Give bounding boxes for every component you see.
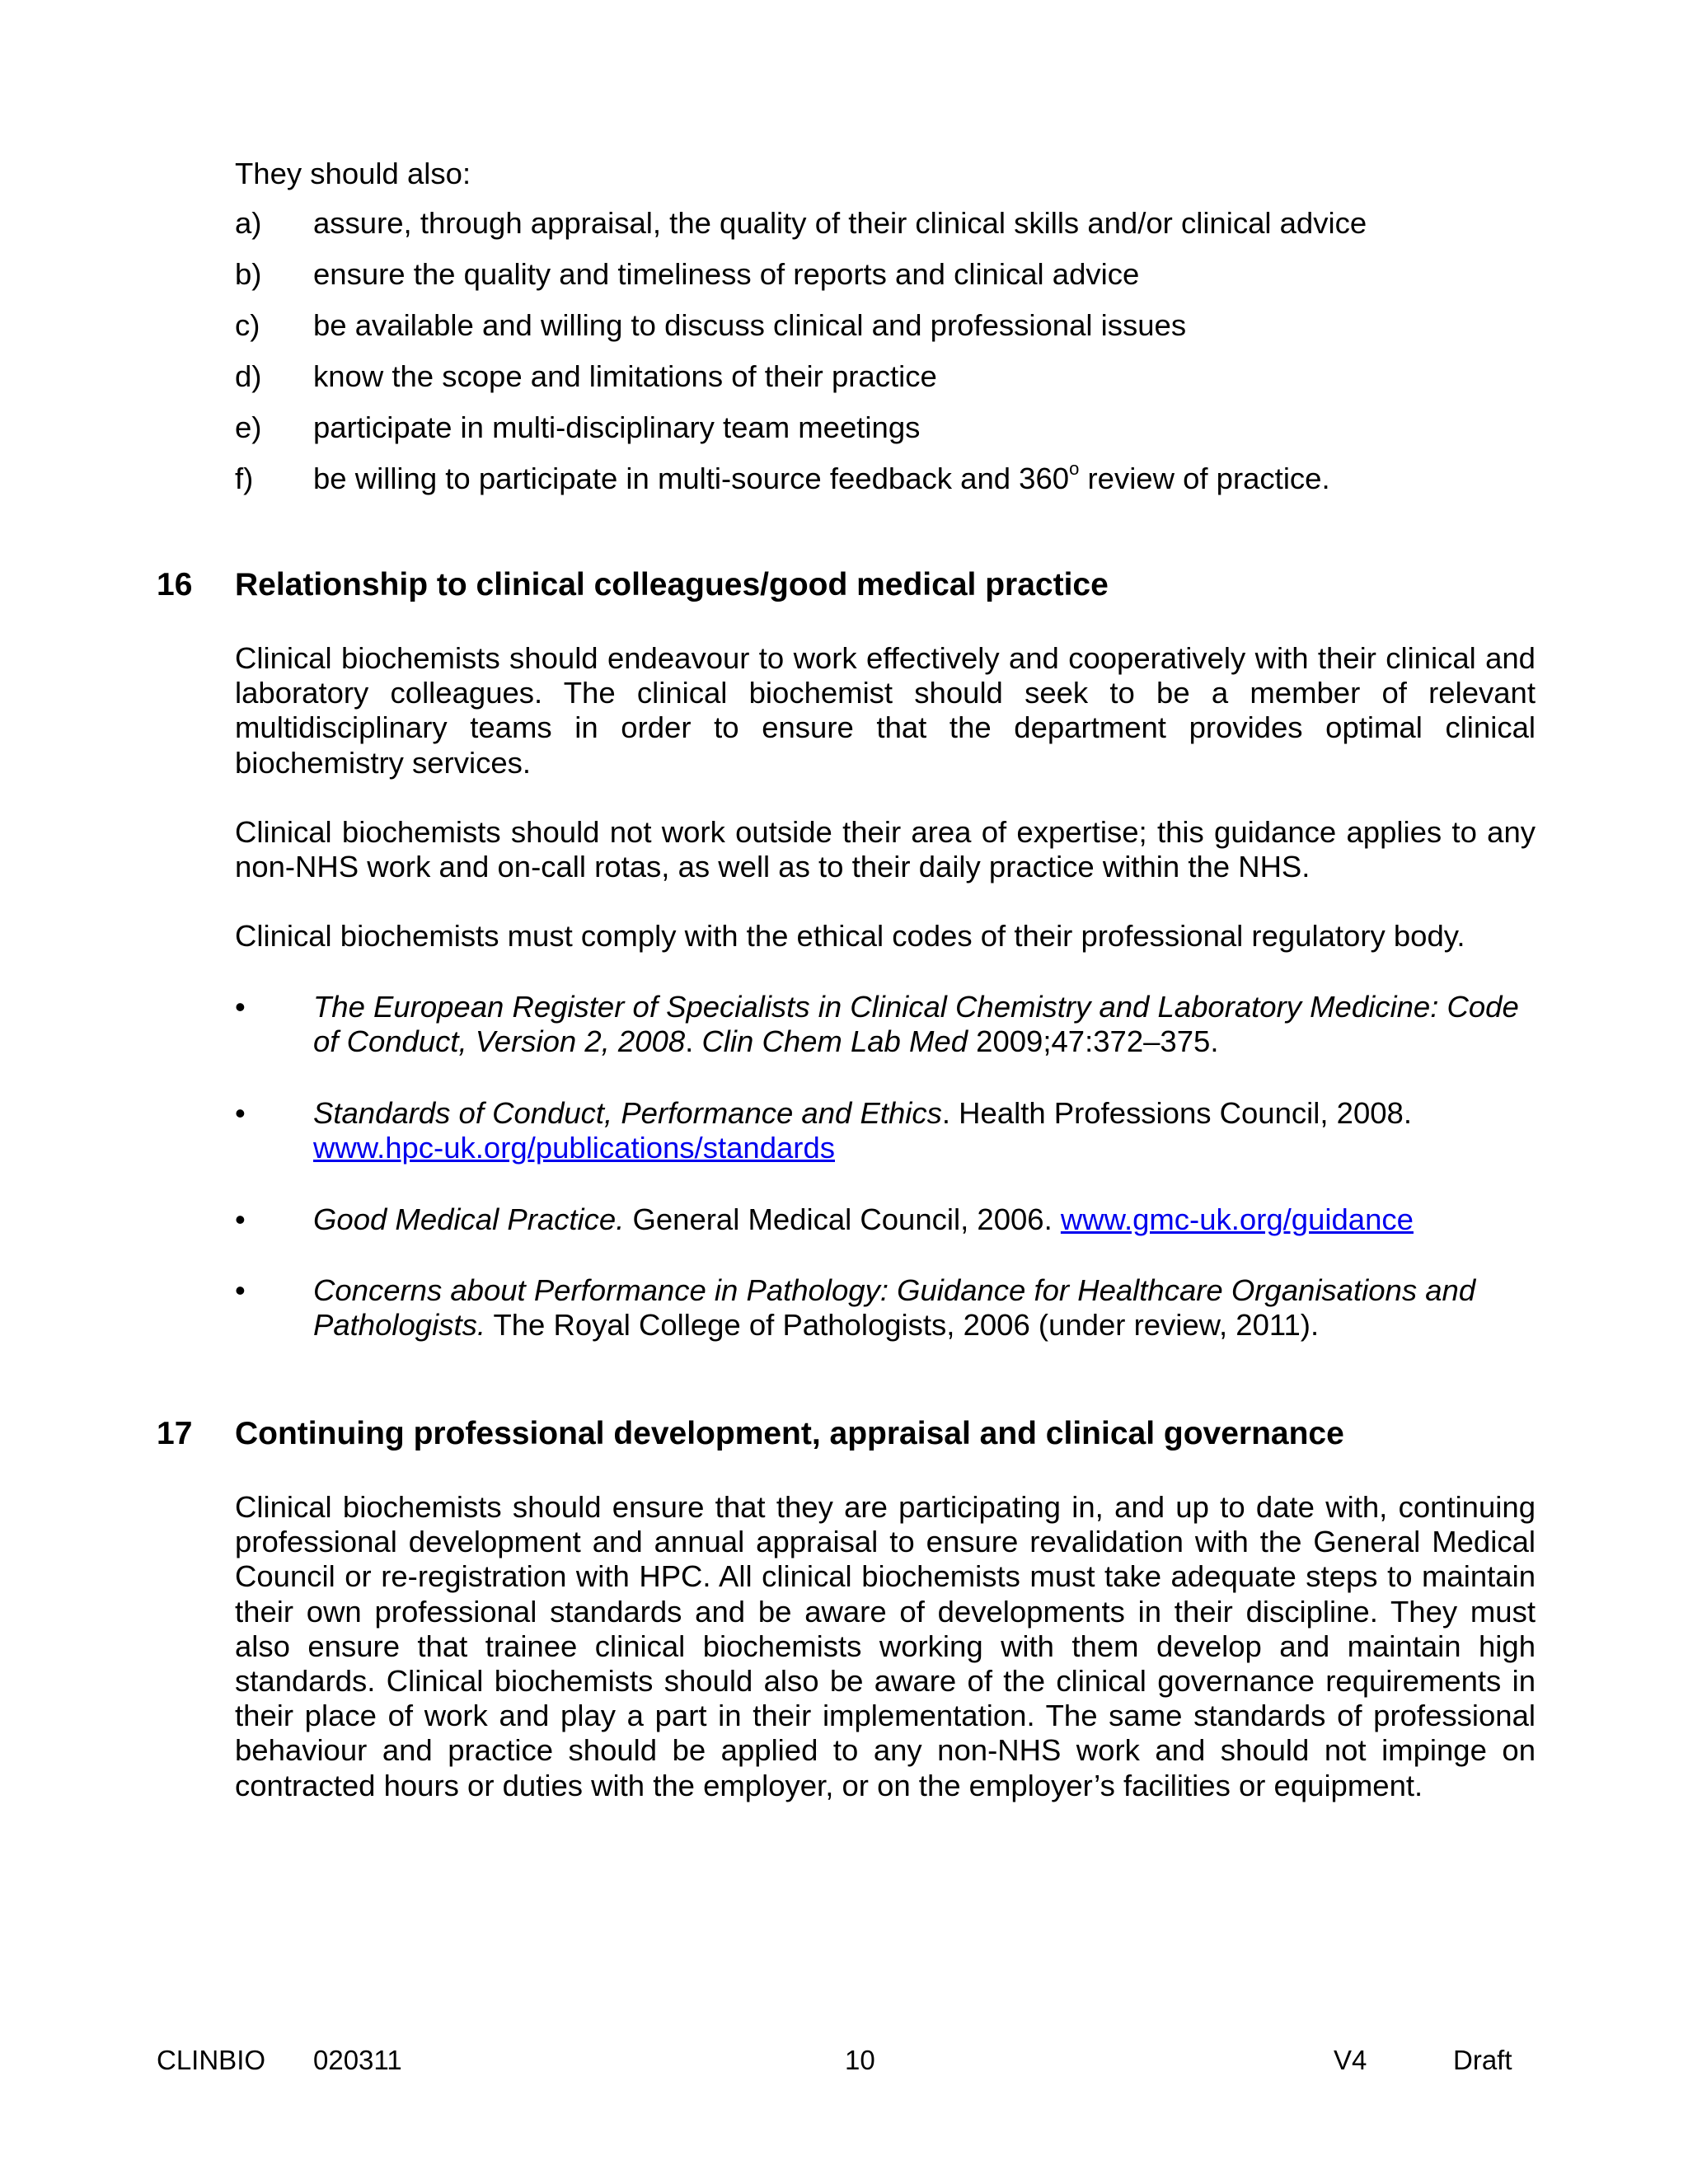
list-label: b) bbox=[235, 257, 262, 291]
list-text: participate in multi-disciplinary team meetings bbox=[313, 410, 921, 444]
list-text: ensure the quality and timeliness of reports and clinical advice bbox=[313, 257, 1140, 291]
section-16-paragraph-3: Clinical biochemists must comply with the ethical codes of their professional regulatory body. bbox=[235, 919, 1465, 953]
section-number: 17 bbox=[157, 1416, 193, 1451]
reference-text: The European Register of Specialists in Clinical Chemistry and Laboratory Medicine: Code of Conduct, Version 2, 2008. Clin Chem Lab Med 2009;47:372–375. bbox=[313, 990, 1519, 1059]
gmc-guidance-link[interactable]: www.gmc-uk.org/guidance bbox=[1060, 1202, 1414, 1236]
section-17-paragraph: Clinical biochemists should ensure that they are participating in, and up to date with, continuing professional development and annual appraisal to ensure revalidation with the General Medical Council or re-registration with HPC. All clinical biochemists must take adequate steps to maintain their own professional standards and be aware of developments in their discipline. They must also ensure that trainee clinical biochemists working with them develop and maintain high standards. Clinical biochemists should also be aware of the clinical governance requirements in their place of work and play a part in their implementation. The same standards of professional behaviour and practice should be applied to any non-NHS work and should not impinge on contracted hours or duties with the employer, or on the employer’s facilities or equipment. bbox=[235, 1490, 1536, 1802]
bullet-icon: • bbox=[235, 1273, 246, 1307]
list-text: know the scope and limitations of their practice bbox=[313, 359, 937, 393]
section-16-paragraph-2: Clinical biochemists should not work outside their area of expertise; this guidance applies to any non-NHS work and on-call rotas, as well as to their daily practice within the NHS. bbox=[235, 815, 1536, 884]
hpc-standards-link[interactable]: www.hpc-uk.org/publications/standards bbox=[313, 1131, 835, 1165]
list-label: a) bbox=[235, 206, 262, 240]
bullet-icon: • bbox=[235, 1096, 246, 1130]
section-title: Relationship to clinical colleagues/good medical practice bbox=[235, 567, 1109, 602]
footer-date-code: 020311 bbox=[313, 2045, 402, 2075]
reference-text: Good Medical Practice. General Medical Council, 2006. www.gmc-uk.org/guidance bbox=[313, 1202, 1414, 1236]
reference-text: Standards of Conduct, Performance and Ethics. Health Professions Council, 2008. www.hpc-uk.org/publications/standards bbox=[313, 1096, 1412, 1165]
list-text: be willing to participate in multi-source feedback and 360$^o$ review of practice. bbox=[313, 457, 1330, 495]
list-label: c) bbox=[235, 308, 260, 342]
list-label: d) bbox=[235, 359, 262, 393]
reference-text: Concerns about Performance in Pathology: Guidance for Healthcare Organisations and Pathologists. The Royal College of Pathologists, 2006 (under review, 2011). bbox=[313, 1273, 1476, 1343]
bullet-icon: • bbox=[235, 1202, 246, 1236]
list-text: assure, through appraisal, the quality of their clinical skills and/or clinical advice bbox=[313, 206, 1367, 240]
footer-version: V4 bbox=[1334, 2045, 1367, 2075]
footer-page-number: 10 bbox=[845, 2045, 875, 2075]
list-label: f) bbox=[235, 462, 254, 495]
section-number: 16 bbox=[157, 567, 193, 602]
bullet-icon: • bbox=[235, 990, 246, 1024]
degree-superscript: o bbox=[1069, 457, 1080, 479]
list-text: be available and willing to discuss clinical and professional issues bbox=[313, 308, 1187, 342]
list-label: e) bbox=[235, 410, 262, 444]
section-title: Continuing professional development, appraisal and clinical governance bbox=[235, 1416, 1344, 1451]
section-16-paragraph-1: Clinical biochemists should endeavour to work effectively and cooperatively with their clinical and laboratory colleagues. The clinical biochemist should seek to be a member of relevant multidisciplinary teams in order to ensure that the department provides optimal clinical biochemistry services. bbox=[235, 641, 1536, 780]
intro-text: They should also: bbox=[235, 157, 471, 190]
footer-status: Draft bbox=[1453, 2045, 1512, 2075]
footer-doc-code: CLINBIO bbox=[157, 2045, 266, 2075]
